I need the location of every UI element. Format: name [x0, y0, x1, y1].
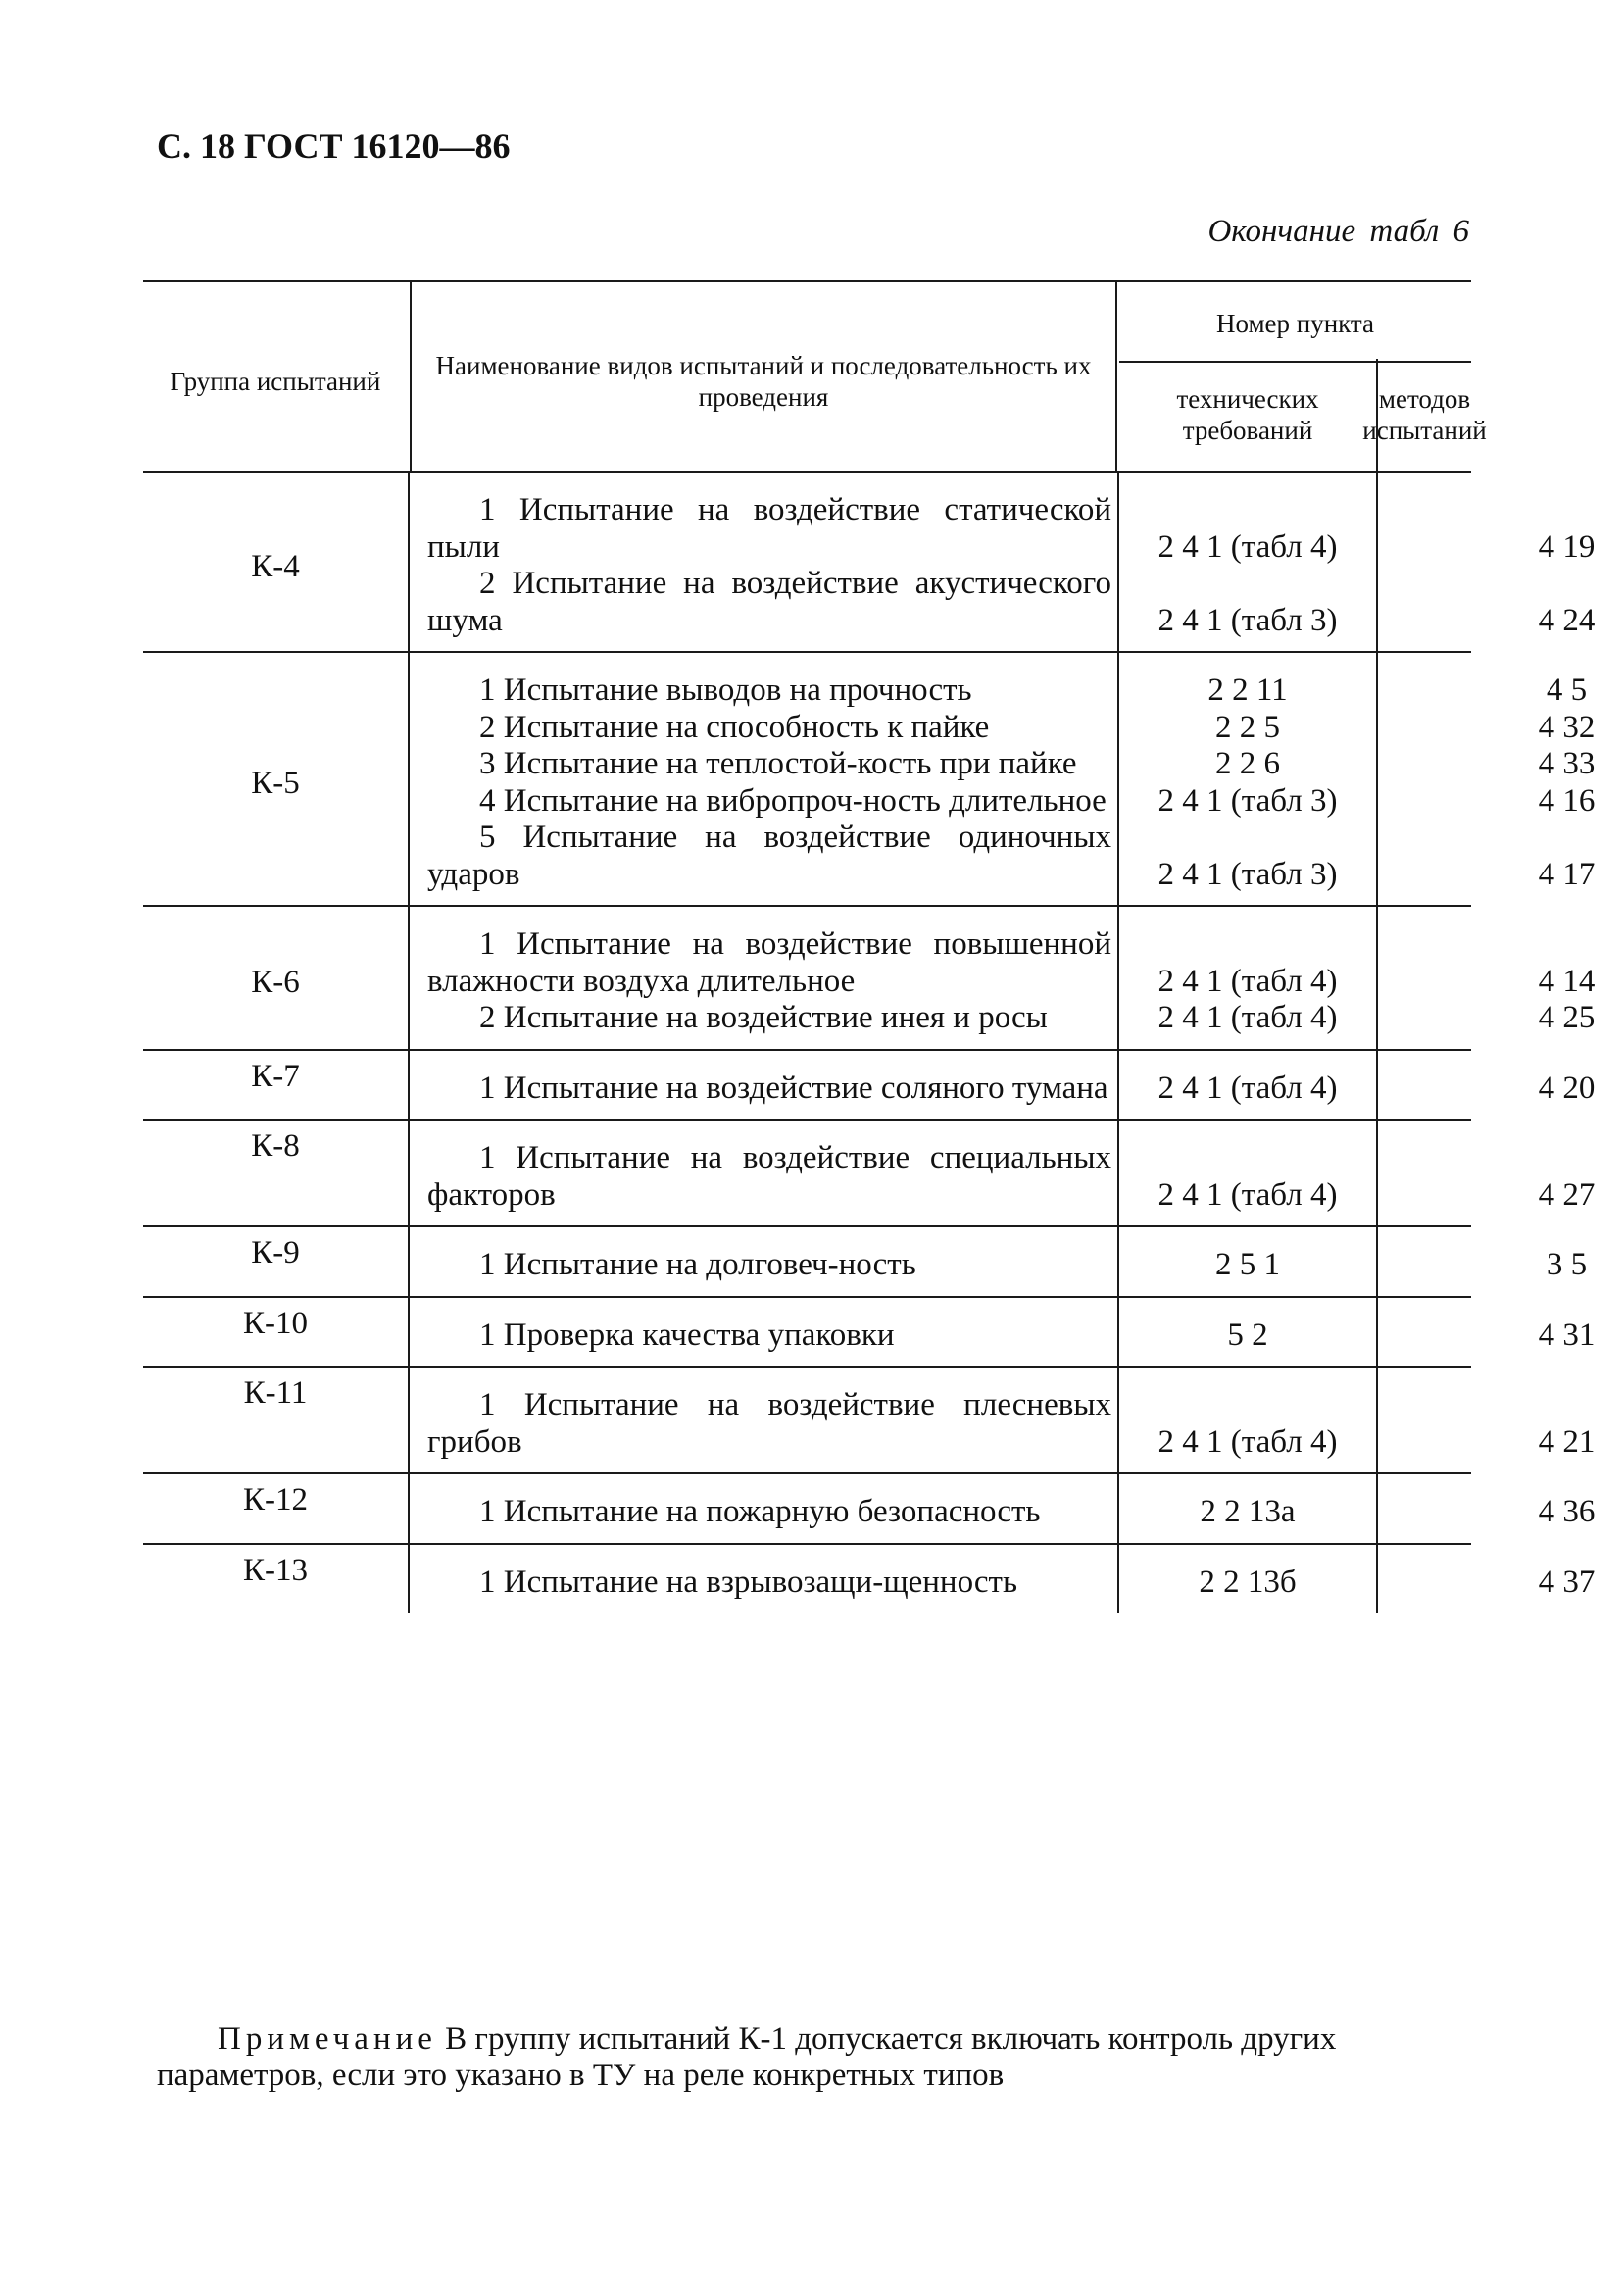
header-tech-requirements: технических требований: [1119, 359, 1378, 471]
column-divider: [408, 1121, 410, 1225]
test-name-cell: 1 Испытание на взрывозащи-щенность: [479, 1564, 1018, 1600]
test-item: [427, 709, 1596, 747]
group-cell: К-7: [251, 1058, 300, 1094]
column-divider: [408, 907, 410, 1049]
column-divider: [408, 1227, 410, 1296]
test-item: [427, 782, 1596, 821]
group-cell: К-12: [243, 1482, 308, 1518]
test-method-cell: 4 31: [1538, 1317, 1596, 1353]
test-method-cell: 4 20: [1538, 1070, 1596, 1106]
test-item: [427, 820, 1596, 893]
column-divider: [408, 1368, 410, 1472]
tech-requirement-cell: 2 4 1 (табл 4): [1157, 1423, 1338, 1460]
group-cell: К-6: [251, 965, 300, 1000]
group-cell: К-4: [251, 548, 300, 584]
note-text: В группу испытаний К-1 допускается включать контроль других параметров, если это указано в ТУ на реле конкретных типов: [157, 2021, 1337, 2093]
header-clause-number: Номер пункта: [1119, 282, 1471, 363]
test-name-cell: 2 Испытание на способность к пайке: [479, 709, 990, 745]
tech-requirement-cell: 2 4 1 (табл 3): [1157, 782, 1338, 819]
test-name-cell: 3 Испытание на теплостой-кость при пайке: [479, 746, 1077, 781]
tech-requirement-cell: 2 2 11: [1207, 672, 1288, 708]
table-row: [143, 1227, 1588, 1298]
tech-requirement-cell: 2 2 6: [1215, 746, 1280, 781]
tech-requirement-cell: 2 4 1 (табл 4): [1157, 1070, 1338, 1106]
test-groups-table: [143, 280, 1596, 1613]
test-item: [427, 1140, 1596, 1214]
table-body: [143, 473, 1596, 1613]
header-test-methods: методов испытаний: [1362, 384, 1487, 445]
test-method-cell: 4 17: [1538, 856, 1596, 892]
test-name-cell: 4 Испытание на вибропроч-ность длительное: [479, 782, 1107, 819]
test-name-cell: 1 Испытание выводов на прочность: [479, 672, 972, 708]
test-method-cell: 4 37: [1538, 1564, 1596, 1600]
column-divider: [408, 473, 410, 651]
column-divider: [408, 1051, 410, 1120]
tech-requirement-cell: 2 4 1 (табл 4): [1157, 1176, 1338, 1213]
column-divider: [408, 1545, 410, 1614]
tech-requirement-cell: 2 4 1 (табл 3): [1157, 602, 1338, 638]
header-test-name: Наименование видов испытаний и последовательность их проведения: [410, 282, 1117, 471]
test-method-cell: 4 19: [1538, 528, 1596, 565]
tech-requirement-cell: 2 4 1 (табл 4): [1157, 1000, 1338, 1035]
test-item: [427, 1564, 1596, 1602]
group-cell: К-9: [251, 1235, 300, 1270]
test-method-cell: 4 5: [1546, 672, 1588, 708]
test-item: [427, 566, 1596, 639]
test-name-cell: 1 Испытание на воздействие плесневых грибов: [427, 1387, 1111, 1460]
test-method-cell: 4 32: [1538, 709, 1596, 745]
table-row: [143, 473, 1596, 653]
test-method-cell: 4 25: [1538, 1000, 1596, 1035]
header-group: Группа испытаний: [170, 367, 381, 396]
table-row: [143, 1474, 1596, 1545]
tech-requirement-cell: 2 2 5: [1215, 709, 1280, 745]
test-method-cell: 4 36: [1538, 1494, 1596, 1529]
test-item: [427, 672, 1588, 710]
test-name-cell: 1 Испытание на пожарную безопасность: [479, 1494, 1041, 1529]
tech-requirement-cell: 2 2 13а: [1200, 1494, 1296, 1529]
column-divider: [408, 653, 410, 905]
group-cell: К-10: [243, 1305, 308, 1341]
test-item: [427, 1317, 1596, 1355]
test-name-cell: 1 Испытание на долговеч-ность: [479, 1247, 916, 1282]
page-header: С. 18 ГОСТ 16120—86: [157, 126, 511, 166]
table-row: [143, 1298, 1596, 1369]
column-divider: [408, 1298, 410, 1367]
test-name-cell: 1 Испытание на воздействие повышенной влажности воздуха длительное: [427, 926, 1111, 999]
table-caption: Окончание табл 6: [1207, 214, 1469, 249]
group-cell: К-5: [251, 766, 300, 801]
test-item: [427, 1247, 1588, 1284]
test-item: [427, 746, 1596, 783]
test-method-cell: 4 24: [1538, 602, 1596, 638]
tech-requirement-cell: 2 4 1 (табл 3): [1157, 856, 1338, 892]
test-method-cell: 3 5: [1546, 1247, 1588, 1282]
table-header: [143, 280, 1487, 473]
table-note: [157, 2021, 1470, 2094]
note-label: Примечание: [218, 2021, 437, 2057]
column-divider: [408, 1474, 410, 1543]
test-item: [427, 1387, 1596, 1461]
test-name-cell: 1 Проверка качества упаковки: [479, 1317, 895, 1353]
test-item: [427, 1494, 1596, 1531]
test-method-cell: 4 14: [1538, 963, 1596, 999]
tech-requirement-cell: 2 4 1 (табл 4): [1157, 963, 1338, 999]
test-item: [427, 1070, 1596, 1108]
table-row: [143, 1051, 1596, 1121]
test-method-cell: 4 16: [1538, 782, 1596, 819]
test-method-cell: 4 27: [1538, 1176, 1596, 1213]
test-name-cell: 1 Испытание на воздействие соляного тумана: [479, 1070, 1108, 1106]
table-row: [143, 1545, 1596, 1614]
table-row: [143, 1121, 1596, 1227]
test-name-cell: 1 Испытание на воздействие специальных факторов: [427, 1140, 1111, 1213]
test-method-cell: 4 33: [1538, 746, 1596, 781]
test-item: [427, 1000, 1596, 1037]
test-item: [427, 926, 1596, 1000]
tech-requirement-cell: 2 4 1 (табл 4): [1157, 528, 1338, 565]
test-name-cell: 2 Испытание на воздействие акустического шума: [427, 566, 1111, 638]
table-row: [143, 907, 1596, 1051]
table-row: [143, 653, 1596, 907]
test-name-cell: 1 Испытание на воздействие статической пыли: [427, 492, 1111, 565]
test-name-cell: 5 Испытание на воздействие одиночных ударов: [427, 820, 1111, 892]
test-name-cell: 2 Испытание на воздействие инея и росы: [479, 1000, 1048, 1035]
test-item: [427, 492, 1596, 566]
tech-requirement-cell: 2 5 1: [1215, 1247, 1280, 1282]
group-cell: К-11: [243, 1375, 308, 1411]
tech-requirement-cell: 2 2 13б: [1199, 1564, 1297, 1600]
tech-requirement-cell: 5 2: [1227, 1317, 1268, 1353]
table-row: [143, 1368, 1596, 1474]
group-cell: К-13: [243, 1552, 308, 1588]
group-cell: К-8: [251, 1128, 300, 1164]
test-method-cell: 4 21: [1538, 1423, 1596, 1460]
